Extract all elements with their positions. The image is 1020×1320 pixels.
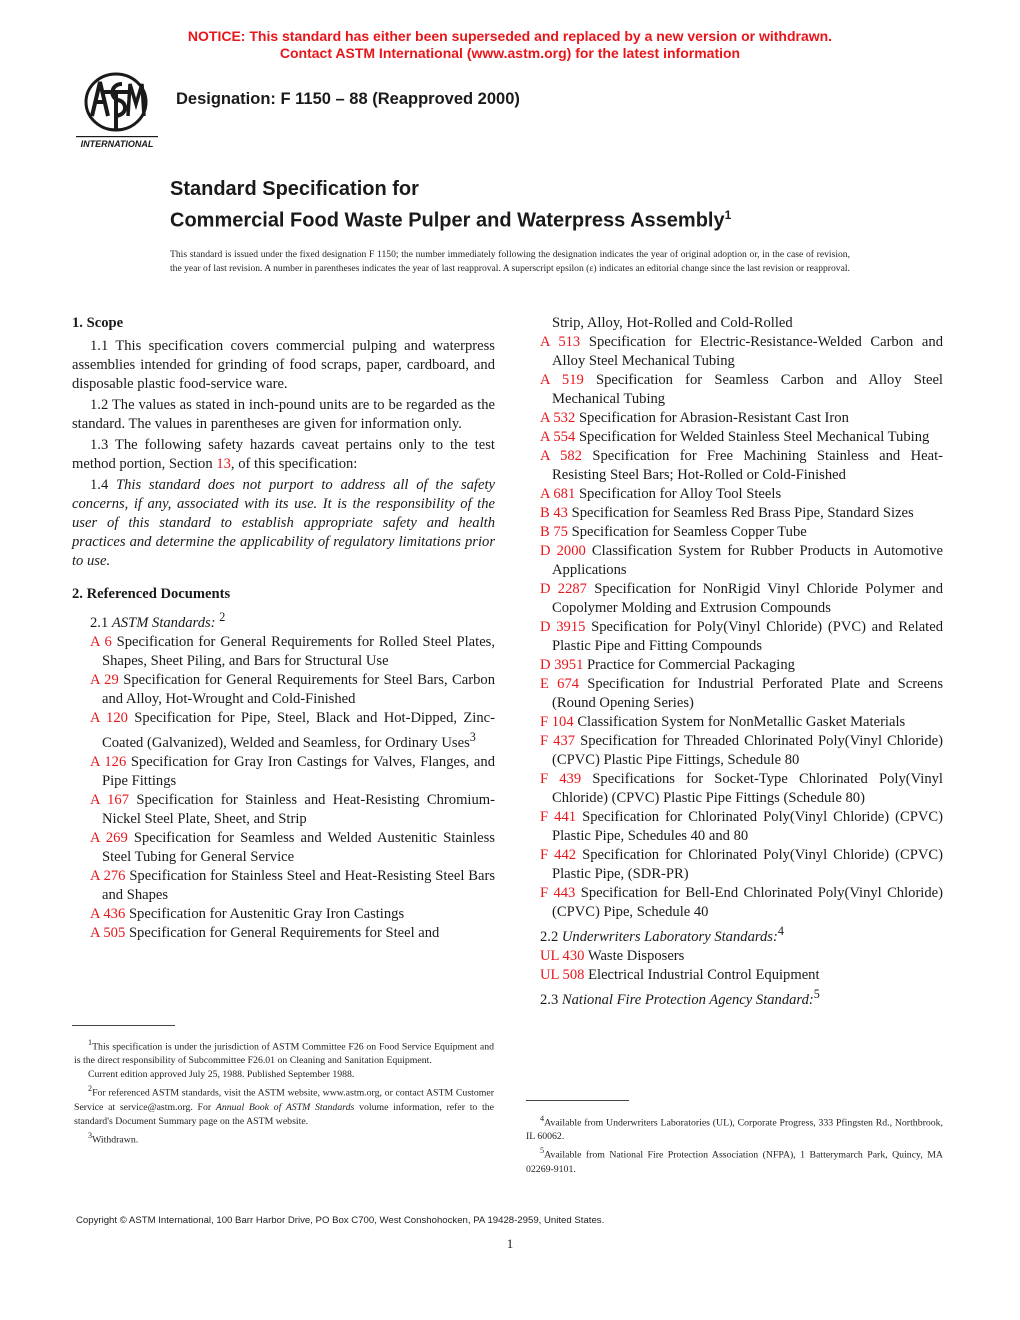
footnote-rule-left <box>72 1025 175 1026</box>
ul-list <box>540 947 943 985</box>
reference-code-link[interactable]: UL 430 <box>540 947 585 964</box>
footnote-5: $^5$Available from National Fire Protection Association (NFPA), 1 Batterymarch Park, Quincy, MA 02269-9101. <box>526 1146 943 1175</box>
left-column <box>72 314 495 943</box>
reference-code-link[interactable]: A 167 <box>90 791 129 808</box>
reference-title: Specification for General Requirements for Steel Bars, Carbon and Alloy, Hot-Wrought and Cold-Finished <box>102 671 495 707</box>
reference-code-link[interactable]: F 437 <box>540 733 576 749</box>
reference-code-link[interactable]: F 441 <box>540 809 577 825</box>
astm-logo-icon <box>70 72 162 152</box>
reference-title: Specification for Bell-End Chlorinated Poly(Vinyl Chloride) (CPVC) Pipe, Schedule 40 <box>552 885 943 920</box>
copyright: Copyright © ASTM International, 100 Barr Harbor Drive, PO Box C700, West Conshohocken, PA 19428-2959, United States. <box>76 1215 605 1226</box>
reference-code-link[interactable]: A 532 <box>540 410 576 426</box>
title-line-1: Standard Specification for <box>170 178 419 200</box>
reference-code-link[interactable]: A 6 <box>90 633 112 650</box>
reference-item <box>540 808 943 846</box>
reference-title: Specification for General Requirements for Steel and <box>128 924 440 941</box>
reference-code-link[interactable]: A 513 <box>540 334 581 350</box>
footnote-1: $^1$This specification is under the jurisdiction of ASTM Committee F26 on Food Service Equipment and is the direct responsibility of Subcommittee F26.01 on Cleaning and Sanitation Equipment. <box>74 1038 494 1067</box>
reference-code-link[interactable]: F 443 <box>540 885 576 901</box>
reference-title: Classification System for Rubber Products in Automotive Applications <box>552 543 943 578</box>
title-footnote-ref[interactable]: 1 <box>724 208 732 222</box>
reference-title: Specification for Stainless Steel and Heat-Resisting Steel Bars and Shapes <box>102 867 495 903</box>
scope-1-1: 1.1 This specification covers commercial pulping and waterpress assemblies intended for grinding of food scraps, paper, cardboard, and disposable plastic food-service ware. <box>72 338 495 392</box>
reference-title: Specification for Seamless Red Brass Pipe, Standard Sizes <box>571 505 914 521</box>
reference-title: Specification for Seamless Carbon and Alloy Steel Mechanical Tubing <box>552 372 943 407</box>
reference-item <box>540 504 943 523</box>
refdocs-heading: 2. Referenced Documents <box>72 586 231 602</box>
notice-line-2: Contact ASTM International (www.astm.org) for the latest information <box>279 45 741 61</box>
reference-code-link[interactable]: F 104 <box>540 714 574 730</box>
reference-item <box>540 966 943 985</box>
footnote-2: $^2$For referenced ASTM standards, visit the ASTM website, www.astm.org, or contact ASTM Customer Service at service@astm.org. For Annual Book of ASTM Standards volume information, refer to the standard's Document Summary page on the ASTM website. <box>74 1084 494 1127</box>
notice-banner <box>0 28 1020 62</box>
reference-title: Specification for Welded Stainless Steel Mechanical Tubing <box>578 429 930 445</box>
reference-code-link[interactable]: B 43 <box>540 505 568 521</box>
reference-title: Specification for Poly(Vinyl Chloride) (PVC) and Related Plastic Pipe and Fitting Compounds <box>552 619 943 654</box>
reference-item <box>90 709 495 753</box>
ul-standards-subheading: 2.2 Underwriters Laboratory Standards:$^4$ <box>540 924 784 945</box>
astm-standards-subheading: 2.1 ASTM Standards: $^2$ <box>90 610 226 631</box>
scope-heading: 1. Scope <box>72 315 124 331</box>
reference-item <box>540 447 943 485</box>
reference-code-link[interactable]: D 3951 <box>540 657 584 673</box>
footnote-rule-right <box>526 1100 629 1101</box>
reference-code-link[interactable]: A 120 <box>90 709 128 726</box>
footnote-4: $^4$Available from Underwriters Laboratories (UL), Corporate Progress, 333 Pfingsten Rd., Northbrook, IL 60062. <box>526 1114 943 1143</box>
footnote-current-edition: Current edition approved July 25, 1988. Published September 1988. <box>88 1069 355 1081</box>
footnotes-left <box>74 1036 494 1147</box>
reference-item <box>90 791 495 829</box>
reference-title: Specification for Seamless Copper Tube <box>571 524 807 540</box>
a505-continuation: Strip, Alloy, Hot-Rolled and Cold-Rolled <box>552 315 793 331</box>
reference-title: Specification for Pipe, Steel, Black and Hot-Dipped, Zinc-Coated (Galvanized), Welded and Seamless, for Ordinary Uses <box>102 709 495 751</box>
reference-title: Specification for Chlorinated Poly(Vinyl Chloride) (CPVC) Plastic Pipe, Schedules 40 and 80 <box>552 809 944 844</box>
reference-code-link[interactable]: A 276 <box>90 867 126 884</box>
reference-code-link[interactable]: A 269 <box>90 829 128 846</box>
reference-item <box>540 428 943 447</box>
scope-1-3: 1.3 The following safety hazards caveat pertains only to the test method portion, Section 13, of this specification: <box>72 437 495 472</box>
nfpa-subheading: 2.3 National Fire Protection Agency Standard:$^5$ <box>540 986 820 1008</box>
reference-title: Specification for Austenitic Gray Iron Castings <box>128 905 405 922</box>
reference-code-link[interactable]: A 554 <box>540 429 576 445</box>
reference-title: Electrical Industrial Control Equipment <box>588 966 820 983</box>
reference-item <box>90 867 495 905</box>
reference-item <box>540 675 943 713</box>
reference-item <box>540 333 943 371</box>
reference-code-link[interactable]: E 674 <box>540 676 580 692</box>
reference-item <box>540 884 943 922</box>
reference-item <box>540 580 943 618</box>
notice-line-1: NOTICE: This standard has either been superseded and replaced by a new version or withdrawn. <box>187 28 833 44</box>
reference-title: Specification for Chlorinated Poly(Vinyl Chloride) (CPVC) Plastic Pipe, (SDR-PR) <box>552 847 944 882</box>
astm-right-list <box>540 333 943 922</box>
reference-code-link[interactable]: A 681 <box>540 486 576 502</box>
reference-code-link[interactable]: B 75 <box>540 524 568 540</box>
reference-code-link[interactable]: A 505 <box>90 924 126 941</box>
reference-title: Waste Disposers <box>587 947 685 964</box>
logo-text: INTERNATIONAL <box>80 139 154 149</box>
reference-title: Specification for Free Machining Stainless and Heat-Resisting Steel Bars; Hot-Rolled or Cold-Finished <box>552 448 943 483</box>
reference-item <box>90 753 495 791</box>
reference-item <box>540 523 943 542</box>
reference-item <box>540 770 943 808</box>
reference-code-link[interactable]: A 126 <box>90 753 127 770</box>
reference-code-link[interactable]: A 519 <box>540 372 584 388</box>
reference-item <box>90 829 495 867</box>
reference-title: Specification for Seamless and Welded Austenitic Stainless Steel Tubing for General Service <box>102 829 495 865</box>
reference-item <box>540 947 943 966</box>
reference-title: Specification for Alloy Tool Steels <box>578 486 782 502</box>
section-13-link[interactable]: 13 <box>216 456 231 472</box>
reference-code-link[interactable]: A 29 <box>90 671 119 688</box>
reference-code-link[interactable]: UL 508 <box>540 966 585 983</box>
reference-item <box>540 656 943 675</box>
reference-item <box>90 924 495 943</box>
reference-code-link[interactable]: A 436 <box>90 905 126 922</box>
reference-title: Specification for NonRigid Vinyl Chloride Polymer and Copolymer Molding and Extrusion Compounds <box>552 581 943 616</box>
title-line-2: Commercial Food Waste Pulper and Waterpress Assembly$^1$ <box>170 208 732 232</box>
designation: Designation: F 1150 – 88 (Reapproved 2000) <box>176 90 520 108</box>
reference-code-link[interactable]: A 582 <box>540 448 582 464</box>
right-column <box>540 314 943 1010</box>
reference-item <box>540 485 943 504</box>
reference-title: Specification for Threaded Chlorinated Poly(Vinyl Chloride) (CPVC) Plastic Pipe Fittings, Schedule 80 <box>552 733 943 768</box>
reference-code-link[interactable]: F 439 <box>540 771 582 787</box>
reference-title: Specification for Stainless and Heat-Resisting Chromium-Nickel Steel Plate, Sheet, and Strip <box>102 791 495 827</box>
reference-item <box>90 905 495 924</box>
reference-item <box>540 618 943 656</box>
reference-item <box>540 409 943 428</box>
reference-item <box>540 846 943 884</box>
reference-item <box>540 713 943 732</box>
footnote-ref[interactable]: 3 <box>469 729 476 744</box>
reference-code-link[interactable]: D 3915 <box>540 619 586 635</box>
reference-title: Specification for Electric-Resistance-Welded Carbon and Alloy Steel Mechanical Tubing <box>552 334 943 369</box>
reference-item <box>540 371 943 409</box>
scope-1-2: 1.2 The values as stated in inch-pound units are to be regarded as the standard. The values in parentheses are given for information only. <box>72 397 495 432</box>
reference-title: Specification for Abrasion-Resistant Cast Iron <box>578 410 849 426</box>
reference-item <box>540 732 943 770</box>
issued-note: This standard is issued under the fixed designation F 1150; the number immediately following the designation indicates the year of original adoption or, in the case of revision, the year of last revision. A number in parentheses indicates the year of last reapproval. A superscript epsilon (ε) indicates an editorial change since the last revision or reapproval. <box>170 249 850 274</box>
reference-title: Classification System for NonMetallic Gasket Materials <box>577 714 906 730</box>
page-title <box>170 176 731 234</box>
footnote-3: $^3$Withdrawn. <box>88 1130 139 1145</box>
reference-title: Specification for Gray Iron Castings for Valves, Flanges, and Pipe Fittings <box>102 753 495 789</box>
reference-code-link[interactable]: D 2287 <box>540 581 587 597</box>
reference-item <box>540 542 943 580</box>
reference-code-link[interactable]: F 442 <box>540 847 577 863</box>
footnotes-right <box>526 1112 943 1177</box>
reference-title: Specifications for Socket-Type Chlorinated Poly(Vinyl Chloride) (CPVC) Plastic Pipe Fittings (Schedule 80) <box>552 771 943 806</box>
scope-1-4: 1.4 This standard does not purport to address all of the safety concerns, if any, associated with its use. It is the responsibility of the user of this standard to establish appropriate safety and health practices and determine the applicability of regulatory limitations prior to use. <box>72 477 495 569</box>
reference-item <box>90 633 495 671</box>
reference-code-link[interactable]: D 2000 <box>540 543 586 559</box>
reference-item <box>90 671 495 709</box>
astm-left-list <box>72 633 495 943</box>
page-number: 1 <box>506 1236 514 1251</box>
reference-title: Practice for Commercial Packaging <box>587 657 795 673</box>
reference-title: Specification for Industrial Perforated Plate and Screens (Round Opening Series) <box>552 676 943 711</box>
reference-title: Specification for General Requirements for Rolled Steel Plates, Shapes, Sheet Piling, and Bars for Structural Use <box>102 633 495 669</box>
